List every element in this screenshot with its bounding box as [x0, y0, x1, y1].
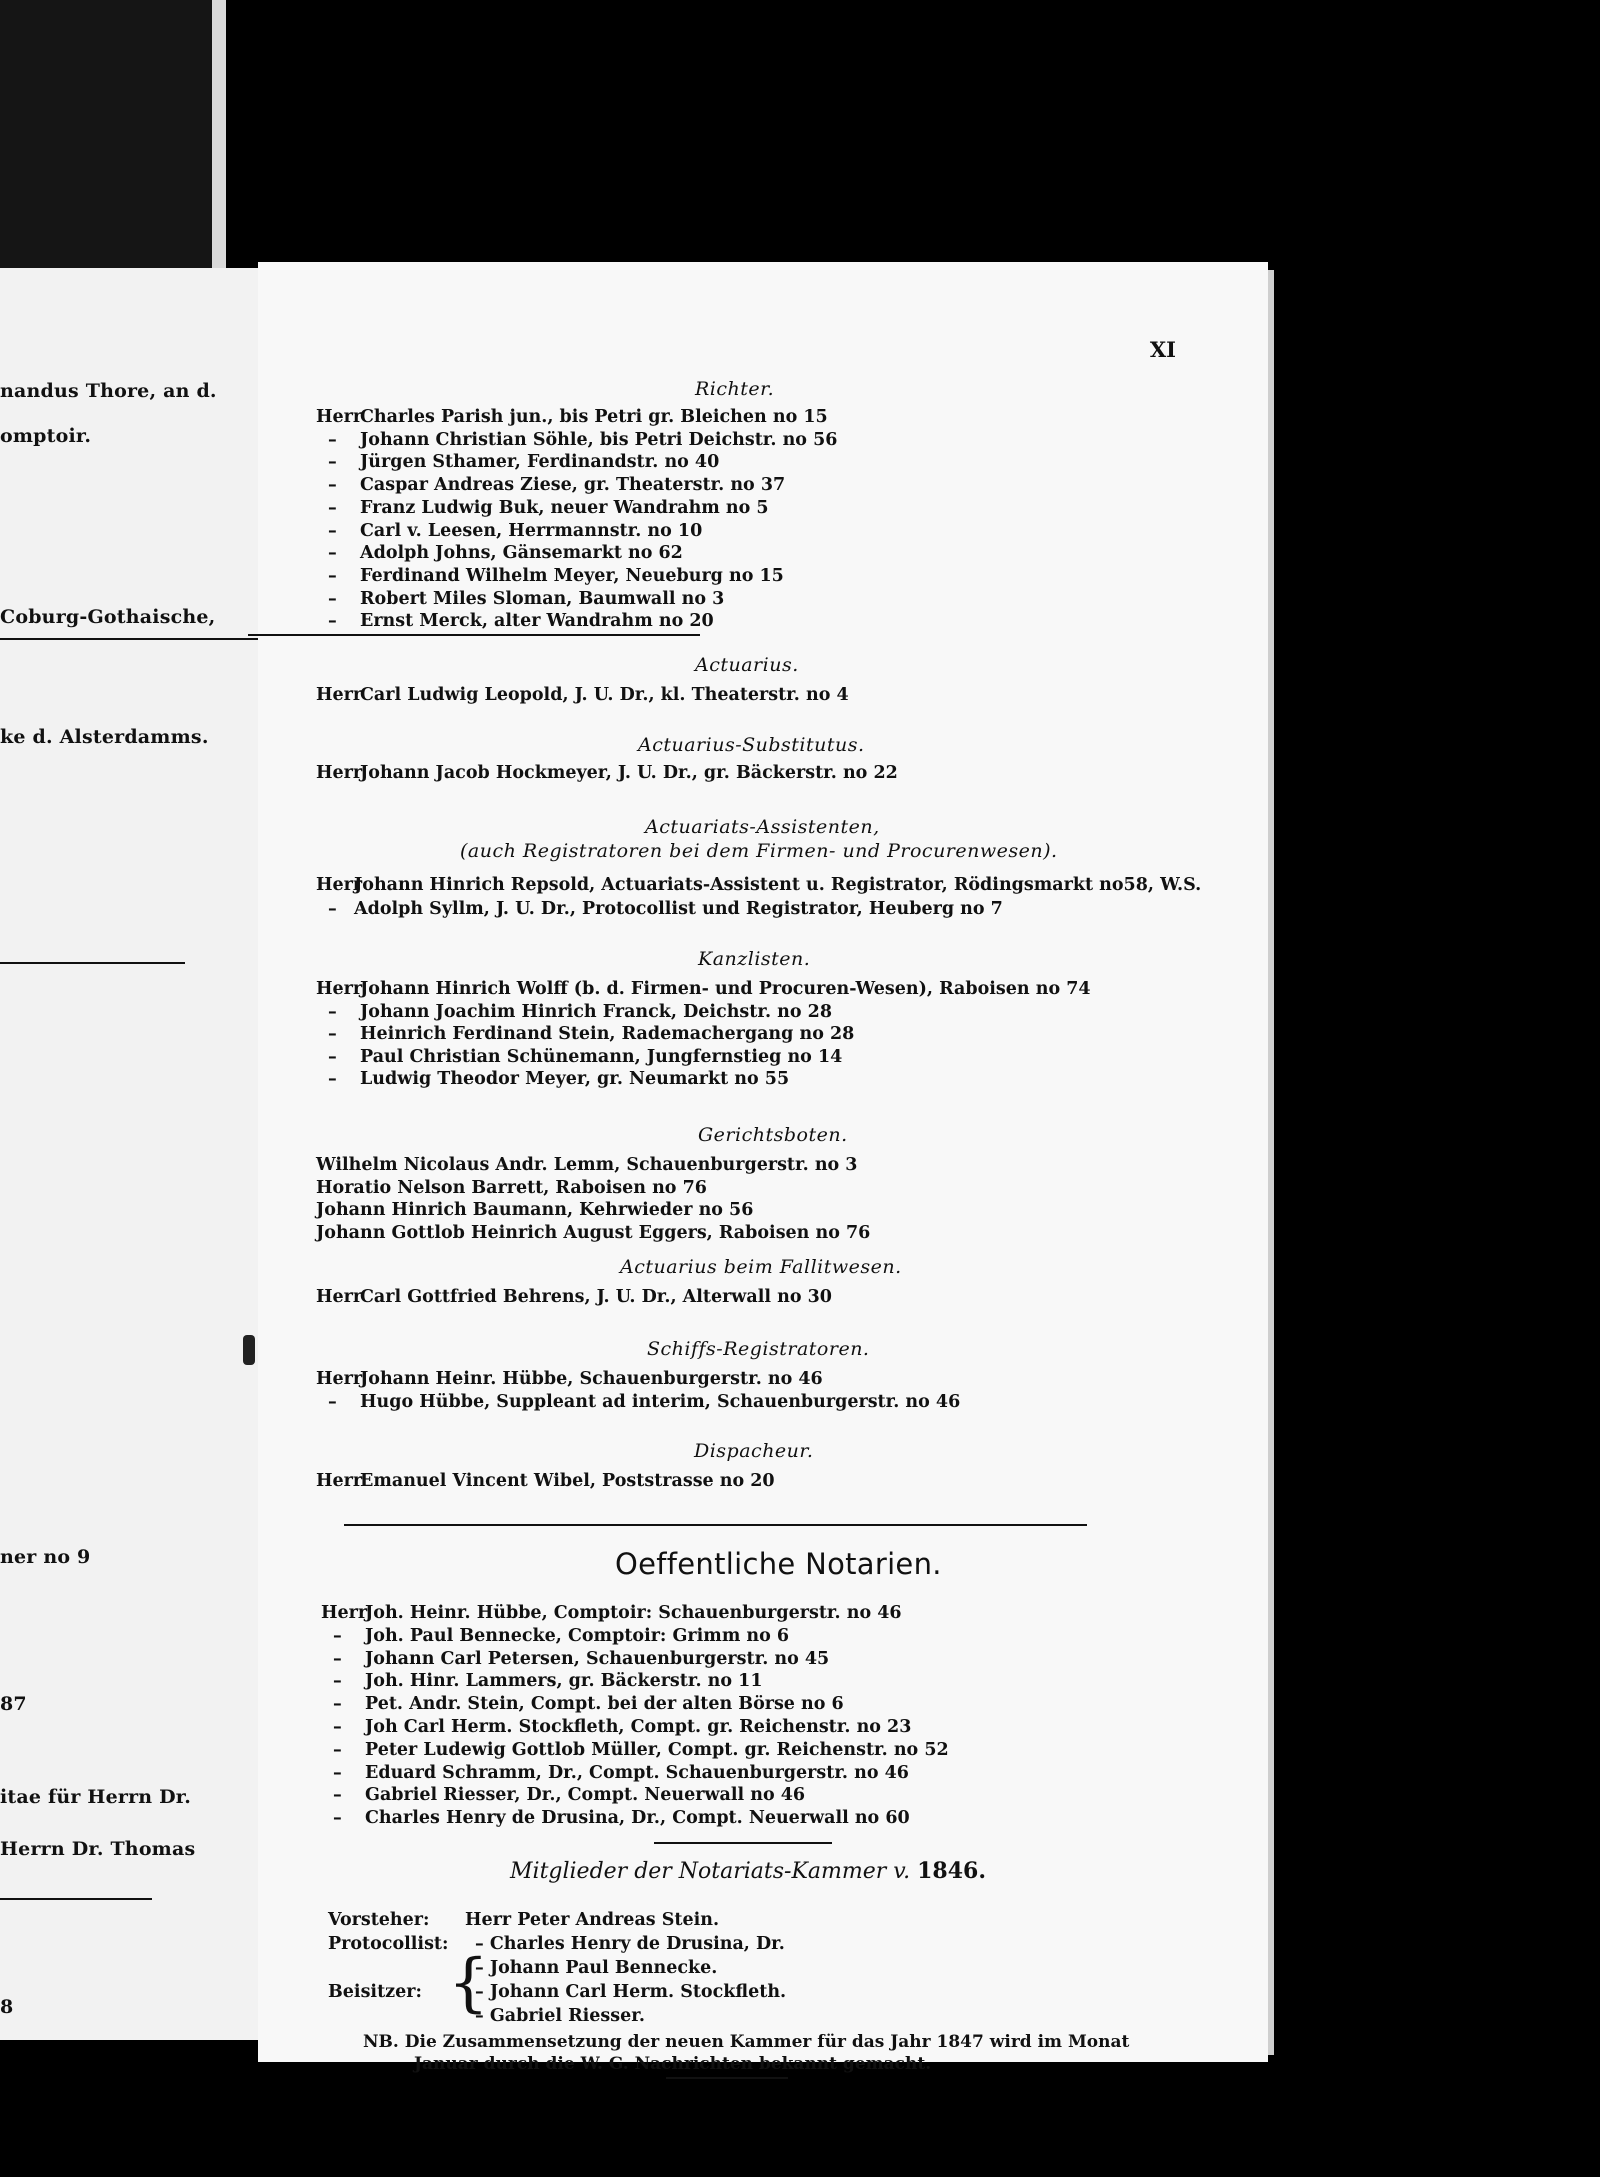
entry-row: [321, 1648, 829, 1670]
entry-prefix: –: [328, 429, 337, 450]
entry-prefix: –: [328, 452, 337, 473]
beisitzer-value: – Gabriel Riesser.: [475, 2006, 645, 2026]
entry-text: Pet. Andr. Stein, Compt. bei der alten Börse no 6: [365, 1694, 844, 1715]
entry-text: Joh Carl Herm. Stockfleth, Compt. gr. Reichenstr. no 23: [365, 1717, 912, 1737]
section-title-fallitwesen: Actuarius beim Fallitwesen.: [620, 1256, 902, 1278]
left-rule: [0, 962, 185, 964]
protocollist-label: Protocollist:: [328, 1934, 449, 1954]
left-line: Coburg-Gothaische,: [0, 606, 216, 628]
page-number: XI: [1149, 337, 1176, 362]
vorsteher-label: Vorsteher:: [328, 1910, 430, 1930]
section-title-assistenten: Actuariats-Assistenten,: [645, 816, 880, 838]
entry-text: Ferdinand Wilhelm Meyer, Neueburg no 15: [360, 565, 784, 586]
entry-row: [321, 1602, 902, 1624]
entry-text: Charles Henry de Drusina, Dr., Compt. Neuerwall no 60: [365, 1808, 910, 1829]
entry-prefix: –: [328, 520, 337, 541]
left-rule: [0, 638, 258, 640]
left-line: ner no 9: [0, 1546, 91, 1568]
entry-text: Eduard Schramm, Dr., Compt. Schauenburgerstr. no 46: [365, 1762, 909, 1783]
kammer-year: 1846.: [917, 1858, 986, 1884]
entry-prefix: –: [328, 1001, 337, 1022]
entry-row: [316, 978, 1091, 1000]
entry-row: [321, 1693, 844, 1715]
entry-text: Robert Miles Sloman, Baumwall no 3: [360, 588, 725, 609]
entry-prefix: Herr: [316, 1369, 363, 1389]
entry-row: [316, 1154, 857, 1176]
entry-text: Ernst Merck, alter Wandrahm no 20: [360, 611, 714, 632]
entry-prefix: –: [328, 588, 337, 609]
entry-prefix: Herr: [316, 1287, 363, 1307]
binding-mark: [243, 1335, 255, 1365]
entry-text: Johann Carl Petersen, Schauenburgerstr. no 45: [365, 1648, 830, 1669]
entry-text: Carl Gottfried Behrens, J. U. Dr., Alterwall no 30: [360, 1287, 832, 1307]
entry-text: Joh. Paul Bennecke, Comptoir: Grimm no 6: [365, 1625, 790, 1646]
entry-row: [321, 1739, 949, 1761]
entry-prefix: –: [328, 543, 337, 564]
entry-row: [316, 1368, 823, 1390]
entry-text: Johann Hinrich Repsold, Actuariats-Assistent u. Registrator, Rödingsmarkt no58, W.S.: [354, 875, 1202, 895]
entry-text: Johann Hinrich Baumann, Kehrwieder no 56: [316, 1200, 754, 1221]
entry-row: [321, 1670, 763, 1692]
entry-text: Horatio Nelson Barrett, Raboisen no 76: [316, 1177, 707, 1198]
entry-text: Carl v. Leesen, Herrmannstr. no 10: [360, 520, 703, 541]
entry-prefix: –: [333, 1625, 342, 1646]
entry-row: [316, 542, 683, 564]
entry-text: Caspar Andreas Ziese, gr. Theaterstr. no 37: [360, 475, 786, 496]
scan-dark-border: [0, 0, 212, 268]
entry-row: [316, 1470, 775, 1492]
entry-prefix: –: [333, 1808, 342, 1829]
entry-prefix: –: [328, 565, 337, 586]
section-title-dispacheur: Dispacheur.: [694, 1440, 814, 1462]
entry-row: [316, 565, 784, 587]
entry-prefix: Herr: [316, 1471, 363, 1491]
entry-prefix: –: [328, 1024, 337, 1045]
brace-glyph: {: [448, 1946, 489, 2020]
beisitzer-value: – Johann Carl Herm. Stockfleth.: [475, 1982, 787, 2002]
entry-row: [316, 1391, 960, 1413]
entry-row: [316, 898, 1003, 920]
entry-prefix: –: [333, 1694, 342, 1715]
divider: [344, 1524, 1087, 1526]
entry-text: Johann Hinrich Wolff (b. d. Firmen- und Procuren-Wesen), Raboisen no 74: [360, 979, 1091, 999]
entry-text: Adolph Syllm, J. U. Dr., Protocollist und Registrator, Heuberg no 7: [354, 899, 1003, 919]
entry-prefix: Herr: [316, 979, 363, 999]
left-line: omptoir.: [0, 425, 92, 447]
entry-prefix: Herr: [321, 1603, 368, 1623]
beisitzer-value: – Johann Paul Bennecke.: [475, 1958, 718, 1978]
entry-text: Franz Ludwig Buk, neuer Wandrahm no 5: [360, 497, 769, 518]
entry-row: [316, 429, 837, 451]
entry-text: Johann Gottlob Heinrich August Eggers, Raboisen no 76: [316, 1222, 871, 1243]
section-title-gerichtsboten: Gerichtsboten.: [698, 1124, 848, 1146]
entry-prefix: –: [333, 1717, 342, 1737]
entry-row: [316, 588, 724, 610]
entry-text: Joh. Hinr. Lammers, gr. Bäckerstr. no 11: [365, 1671, 763, 1692]
section-title-schiffs: Schiffs-Registratoren.: [647, 1338, 870, 1360]
entry-row: [316, 1177, 707, 1199]
beisitzer-label: Beisitzer:: [328, 1982, 422, 2002]
entry-prefix: Herr: [316, 407, 363, 427]
note-line-1: NB. Die Zusammensetzung der neuen Kammer für das Jahr 1847 wird im Monat: [363, 2032, 1130, 2052]
entry-text: Carl Ludwig Leopold, J. U. Dr., kl. Theaterstr. no 4: [360, 685, 849, 705]
vorsteher-value: Herr Peter Andreas Stein.: [465, 1910, 720, 1930]
entry-prefix: Herr: [316, 875, 363, 895]
entry-text: Joh. Heinr. Hübbe, Comptoir: Schauenburgerstr. no 46: [365, 1603, 902, 1623]
entry-row: [316, 497, 769, 519]
entry-prefix: –: [328, 1046, 337, 1067]
entry-row: [316, 1001, 832, 1023]
entry-text: Gabriel Riesser, Dr., Compt. Neuerwall no 46: [365, 1785, 806, 1806]
entry-row: [316, 406, 828, 428]
section-subtitle-assistenten: (auch Registratoren bei dem Firmen- und Procurenwesen).: [460, 840, 1058, 862]
entry-prefix: Herr: [316, 685, 363, 705]
page-edge-strip: [1268, 270, 1274, 2055]
section-title-actuarius: Actuarius.: [695, 654, 799, 676]
entry-prefix: –: [328, 611, 337, 632]
divider: [654, 1842, 832, 1844]
left-page-fragment: [0, 268, 261, 2040]
entry-row: [321, 1807, 910, 1829]
entry-text: Hugo Hübbe, Suppleant ad interim, Schauenburgerstr. no 46: [360, 1391, 961, 1412]
entry-prefix: –: [328, 1391, 337, 1412]
entry-text: Heinrich Ferdinand Stein, Rademachergang no 28: [360, 1024, 855, 1045]
left-rule: [0, 1898, 152, 1900]
entry-row: [316, 1046, 842, 1068]
entry-prefix: –: [328, 475, 337, 496]
entry-row: [316, 451, 719, 473]
entry-text: Paul Christian Schünemann, Jungfernstieg no 14: [360, 1046, 843, 1067]
divider: [248, 634, 700, 636]
entry-prefix: –: [328, 899, 337, 919]
entry-row: [316, 1286, 832, 1308]
entry-prefix: –: [333, 1648, 342, 1669]
page-edge-strip: [212, 0, 226, 268]
entry-prefix: –: [328, 497, 337, 518]
entry-text: Adolph Johns, Gänsemarkt no 62: [360, 543, 683, 564]
entry-prefix: Herr: [316, 763, 363, 783]
entry-text: Johann Heinr. Hübbe, Schauenburgerstr. no 46: [360, 1369, 823, 1389]
entry-row: [316, 684, 849, 706]
document-page: [258, 262, 1268, 2074]
entry-row: [316, 762, 898, 784]
entry-prefix: –: [333, 1671, 342, 1692]
left-line: Herrn Dr. Thomas: [0, 1838, 196, 1860]
entry-prefix: –: [328, 1069, 337, 1090]
entry-text: Jürgen Sthamer, Ferdinandstr. no 40: [360, 452, 720, 473]
entry-row: [321, 1716, 911, 1738]
entry-row: [321, 1784, 805, 1806]
section-title-notarien: Oeffentliche Notarien.: [615, 1547, 942, 1581]
note-line-2: Januar durch die W. G. Nachrichten bekannt gemacht.: [414, 2054, 932, 2074]
entry-text: Johann Jacob Hockmeyer, J. U. Dr., gr. Bäckerstr. no 22: [360, 763, 898, 783]
protocollist-value: – Charles Henry de Drusina, Dr.: [475, 1934, 785, 1954]
entry-text: Johann Joachim Hinrich Franck, Deichstr. no 28: [360, 1001, 833, 1022]
entry-row: [316, 520, 702, 542]
entry-row: [321, 1762, 909, 1784]
entry-row: [316, 1068, 789, 1090]
entry-text: Emanuel Vincent Wibel, Poststrasse no 20: [360, 1471, 775, 1491]
kammer-title: [510, 1858, 986, 1884]
entry-row: [316, 1222, 870, 1244]
section-title-richter: Richter.: [695, 378, 775, 400]
left-line: itae für Herrn Dr.: [0, 1786, 192, 1808]
entry-row: [316, 1199, 753, 1221]
entry-text: Johann Christian Söhle, bis Petri Deichstr. no 56: [360, 429, 838, 450]
entry-text: Ludwig Theodor Meyer, gr. Neumarkt no 55: [360, 1069, 790, 1090]
entry-row: [316, 1023, 854, 1045]
left-line: 87: [0, 1693, 27, 1715]
entry-prefix: –: [333, 1739, 342, 1760]
entry-row: [316, 874, 1201, 896]
section-title-substitutus: Actuarius-Substitutus.: [638, 734, 865, 756]
entry-text: Charles Parish jun., bis Petri gr. Bleichen no 15: [360, 407, 828, 427]
entry-row: [316, 474, 785, 496]
entry-row: [321, 1625, 789, 1647]
kammer-title-text: Mitglieder der Notariats-Kammer v.: [510, 1859, 911, 1884]
section-title-kanzlisten: Kanzlisten.: [698, 948, 811, 970]
entry-prefix: –: [333, 1785, 342, 1806]
left-line: ke d. Alsterdamms.: [0, 726, 209, 748]
entry-text: Wilhelm Nicolaus Andr. Lemm, Schauenburgerstr. no 3: [316, 1155, 858, 1175]
left-line: 8: [0, 1996, 14, 2018]
entry-text: Peter Ludewig Gottlob Müller, Compt. gr. Reichenstr. no 52: [365, 1739, 949, 1760]
divider: [666, 2077, 788, 2079]
left-line: nandus Thore, an d.: [0, 380, 217, 402]
entry-row: [316, 610, 714, 632]
entry-prefix: –: [333, 1762, 342, 1783]
